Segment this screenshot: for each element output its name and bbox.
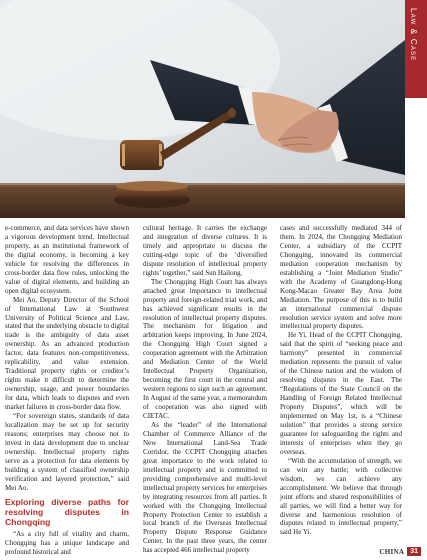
paragraph: “As a city full of vitality and charm, Chongqing has a unique landscape and profound historical and <box>5 529 129 556</box>
paragraph: e-commerce, and data services have shown a vigorous development trend. Intellectual property, as an institutional framework of the digital economy, is becoming a key vehicle for resolving the differences in cross-border data flow rules, unlocking the value of digital elements, and building an open digital ecosystem. <box>5 224 129 295</box>
text-column-3 <box>280 224 402 537</box>
handshake-gavel-illustration <box>0 0 405 218</box>
paragraph: The Chongqing High Court has always attached great importance to intellectual property and foreign-related trial work, and has achieved significant results in the resolution of intellectual property disputes. The mechanism for litigation and arbitration keeps improving. In June 2024, the Chongqing High Court signed a cooperation agreement with the Arbitration and Mediation Center of the World Intellectual Property Organization, becoming the first court in the central and western regions to sign such an agreement. In August of the same year, a memorandum of cooperation was also signed with CIETAC. <box>143 277 267 421</box>
page-number: 31 <box>407 547 421 556</box>
text-column-2 <box>143 224 267 555</box>
paragraph: “With the accumulation of strength, we can win any battle; with collective wisdom, we can achieve any accomplishment. We believe that through joint efforts and shared responsibilities of all parties, we will find a better way for diverse and harmonious resolution of disputes related to intellectual property,” said He Yi. <box>280 456 402 537</box>
section-tab <box>405 0 427 98</box>
paragraph: As the “leader” of the International Chamber of Commerce Alliance of the New International Land-Sea Trade Corridor, the CCPIT Chongqing attaches great importance to the work related to intellectual property and is committed to providing comprehensive and multi-level intellectual property services for enterprises by integrating resources from all parties. It worked with the Chongqing Intellectual Property Protection Center to establish a local branch of the Overseas Intellectual Property Dispute Response Guidance Center. In the past three years, the center has accepted 466 intellectual property <box>143 420 267 555</box>
paragraph: cases and successfully mediated 344 of them. In 2024, the Chongqing Mediation Center, a subsidiary of the CCPIT Chongqing, innovated its commercial mediation cooperation mechanism by establishing a “Joint Mediation Studio” with the Academy of Guangdong-Hong Kong-Macao Greater Bay Area Joint Mediation. The purpose of this is to build an international commercial dispute resolution service system and solve more intellectual property disputes. <box>280 224 402 331</box>
paragraph: “For sovereign states, standards of data localization may be set up for security reasons; enterprises may choose not to invest in data development due to unclear ownership. Intellectual property rights serve as a protection for data elements by building a system of classified ownership verification and layered protection,” said Mei Ao. <box>5 412 129 492</box>
page-footer <box>379 547 421 556</box>
magazine-brand: CHINA <box>379 547 405 556</box>
paragraph: Mei Ao, Deputy Director of the School of International Law at Southwest University of Political Science and Law, stated that the underlying obstacle to digital trade is the ambiguity of data asset ownership. As an advanced production factor, data features non-competitiveness, replicability, and value extension. Traditional property rights or creditor’s rights make it difficult to determine the ownership, usage, and power boundaries for data, which leads to disputes and even market failures in cross-border data flow. <box>5 295 129 412</box>
header-photo <box>0 0 405 218</box>
paragraph: He Yi, Head of the CCPIT Chongqing, said that the spirit of “seeking peace and harmony” presented in commercial mediation represents the pursuit of value of the Chinese nation and the wisdom of resolving disputes in the East. The “Regulations of the State Council on the Handling of Foreign Related Intellectual Property Disputes”, which will be implemented on May 1st, is a “Chinese solution” that provides a strong service guarantee for safeguarding the rights and interests of enterprises when they go overseas. <box>280 331 402 456</box>
section-subheading: Exploring diverse paths for resolving disputes in Chongqing <box>5 496 129 527</box>
paragraph: cultural heritage. It carries the exchange and integration of diverse cultures. It is timely and appropriate to discuss the cutting-edge topic of the ‘diversified dispute resolution of intellectual property rights’ together,” said Sun Hailong. <box>143 224 267 277</box>
text-column-1 <box>5 224 129 556</box>
section-tab-label: Law & Case <box>409 8 418 62</box>
